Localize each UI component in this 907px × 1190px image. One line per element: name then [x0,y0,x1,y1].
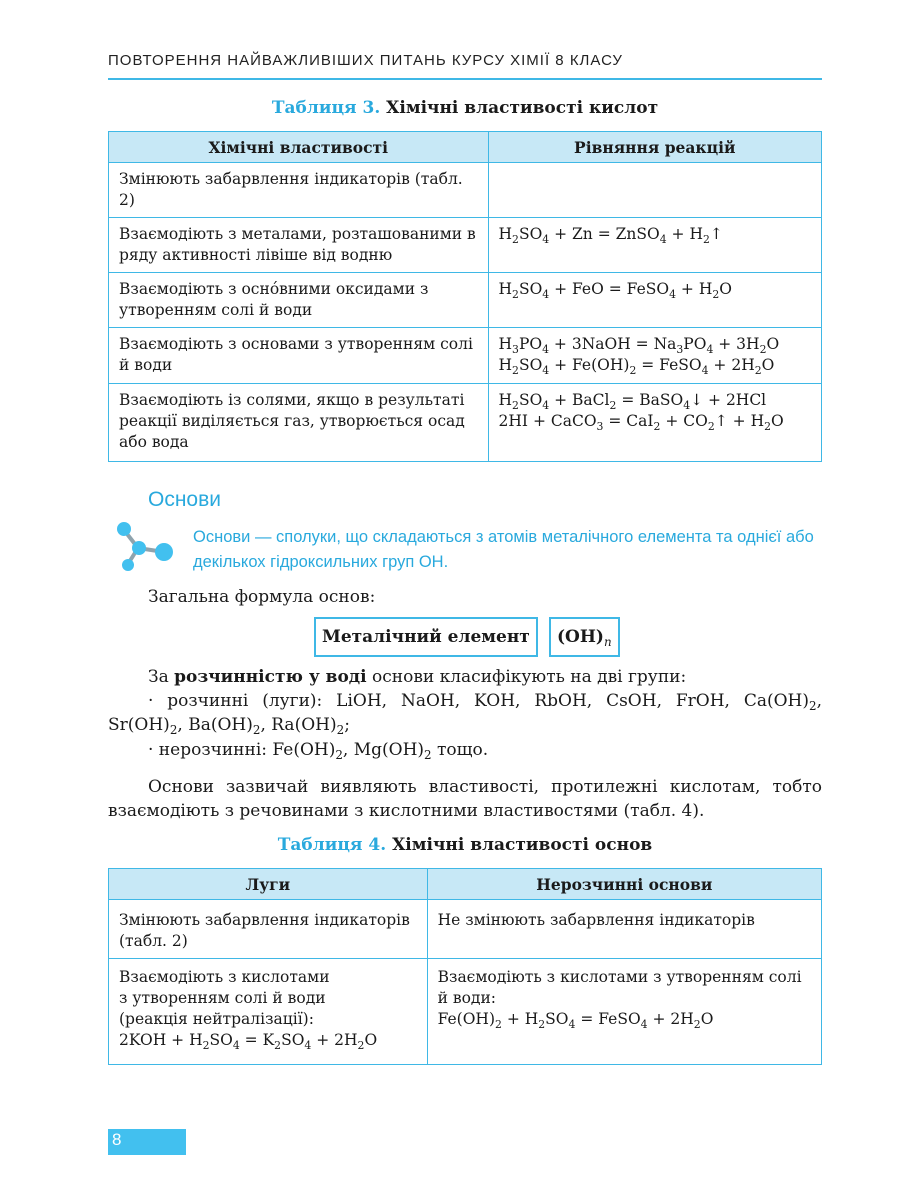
classification-text [108,665,822,689]
classification-lead: За [148,667,169,687]
table4 [108,868,822,1065]
table3-header-properties: Хімічні властивості [109,132,489,163]
section-title: Основи [148,488,221,511]
table4-r2c2-equation: $Fe(OH)_2 + H_2SO_4$ = FeSO$_4$ + $2H_2O$ [437,1010,714,1031]
table3-prop-1: Змінюють забарвлення індикаторів (табл. 2) [109,163,489,218]
table-row [109,900,822,959]
table4-r2c2-text: Взаємодіють з кислотами з утворенням солі й води: [437,968,802,1007]
table3-prop-2: Взаємодіють з металами, розташованими в ряду активності лівіше від водню [109,218,489,273]
table-row [109,218,822,273]
definition: Основи — сполуки, що складаються з атомів металічного елемента та однієї або декількох гідроксильних груп OH. [193,528,814,571]
table4-caption-title: Хімічні властивості основ [392,835,653,855]
table4-caption [108,835,822,855]
soluble-bases: · розчинні (луги): LiOH, NaOH, KOH, RbOH, CsOH, FrOH, $Ca(OH)_2$, $Sr(OH)_2$, $Ba(OH)_2$, $Ra(OH)_2$; [108,691,822,738]
table4-r2c1 [109,959,428,1065]
table4-caption-num: Таблиця 4. [277,835,387,855]
table4-header-insoluble: Нерозчинні основи [427,869,821,900]
table-row [109,273,822,328]
table3-caption-title: Хімічні властивості кислот [386,98,659,118]
table3-prop-5: Взаємодіють із солями, якщо в результаті реакції виділяється газ, утворюється осад або вода [109,384,489,462]
table3-header-equations: Рівняння реакцій [488,132,821,163]
table4-r2c1-line1: Взаємодіють з кислотами [119,968,330,986]
general-formula-intro: Загальна формула основ: [148,587,376,607]
table3-eq-4: $H_3PO_4$ + 3NaOH = $Na_3PO_4 + 3H_2O$ $H_2SO_4 + Fe(OH)_2$ = FeSO$_4$ + $2H_2O$ [488,328,821,384]
header-rule [108,78,822,80]
table3 [108,131,822,462]
table4-r2c1-equation: $2KOH + H_2SO_4 = K_2SO_4 + 2H_2O$ [119,1031,378,1052]
classification-bold: розчинністю у воді [174,667,367,687]
formula-box-metal: Металічний елемент [314,617,538,657]
table-row [109,328,822,384]
table4-r2c2 [427,959,821,1065]
page-number: 8 [112,1130,122,1149]
table3-prop-3: Взаємодіють з осно́вними оксидами з утворенням солі й води [109,273,489,328]
insoluble-bases: · нерозчинні: $Fe(OH)_2$, $Mg(OH)_2$ тощо. [148,740,489,763]
table4-r2c1-line3: (реакція нейтралізації): [119,1010,314,1028]
formula-oh: (OH) [557,627,604,647]
table4-header-alkalis: Луги [109,869,428,900]
table4-r1c1: Змінюють забарвлення індикаторів (табл. 2) [109,900,428,959]
table3-eq-1 [488,163,821,218]
table4-r2c1-line2: з утворенням солі й води [119,989,326,1007]
table3-caption [108,98,822,118]
table3-eq-3: $H_2SO_4$ + FeO = FeSO$_4$ + $H_2O$ [488,273,821,328]
table3-prop-4: Взаємодіють з основами з утворенням солі й води [109,328,489,384]
table3-eq-2: $H_2SO_4 + Zn$ = ZnSO$_4$ + $H_2↑$ [488,218,821,273]
table3-caption-num: Таблиця 3. [271,98,381,118]
summary-text: Основи зазвичай виявляють властивості, протилежні кислотам, тобто взаємодіють з речовинами з кислотними властивостями (табл. 4). [108,777,822,821]
table-row [109,384,822,462]
formula-box-oh: $(OH)_n$ [549,617,620,657]
classification-rest: основи класифікують на дві групи: [372,667,687,687]
running-header: ПОВТОРЕННЯ НАЙВАЖЛИВІШИХ ПИТАНЬ КУРСУ ХІМІЇ 8 КЛАСУ [108,52,623,69]
table4-r1c2: Не змінюють забарвлення індикаторів [427,900,821,959]
table-row [109,959,822,1065]
molecule-icon [112,518,178,574]
table3-eq-5: $H_2SO_4$ + BaCl$_2$ = BaSO$_4$↓ + 2HCl 2HI + CaCO$_3$ = $CaI_2 + CO_2↑ + H_2O$ [488,384,821,462]
table-row [109,163,822,218]
